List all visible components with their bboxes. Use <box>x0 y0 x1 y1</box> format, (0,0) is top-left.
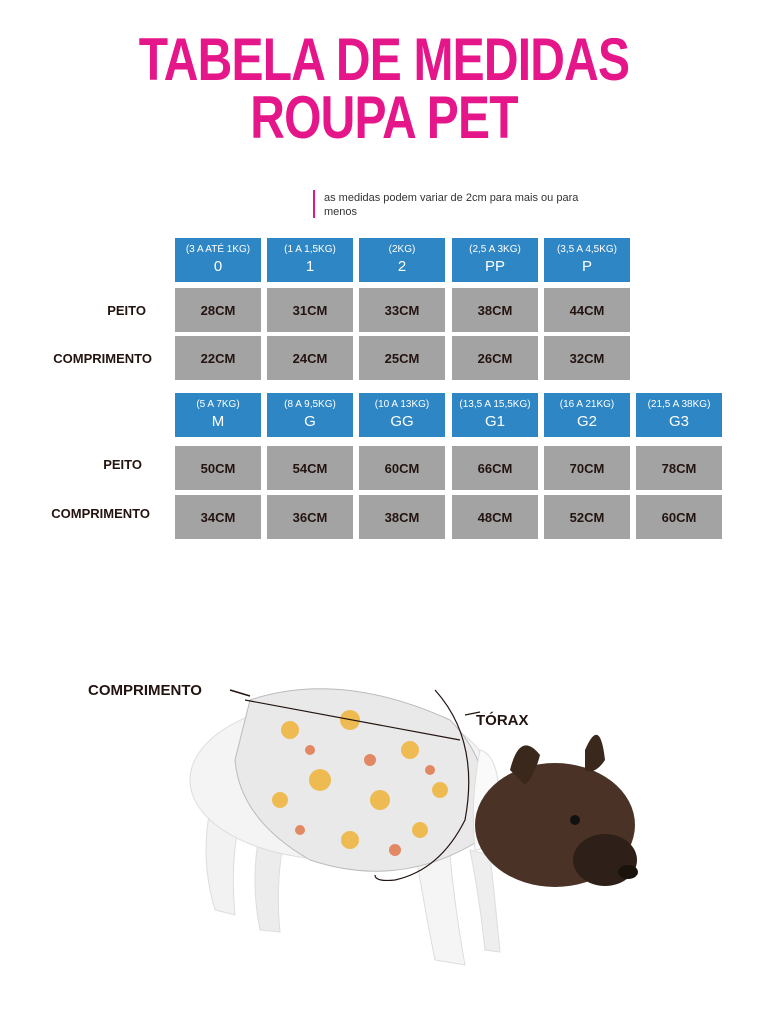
size-header <box>544 238 630 282</box>
peito-value: 54CM <box>267 446 353 490</box>
page-title-line1: TABELA DE MEDIDAS <box>138 26 630 93</box>
size-code: G3 <box>668 413 689 430</box>
page-title-line2: ROUPA PET <box>250 84 518 151</box>
size-weight: (16 A 21KG) <box>559 399 615 410</box>
size-weight: (5 A 7KG) <box>196 399 240 410</box>
size-header <box>359 393 445 437</box>
comprimento-value: 34CM <box>175 495 261 539</box>
size-weight: (2,5 A 3KG) <box>469 244 521 255</box>
size-weight: (3,5 A 4,5KG) <box>556 244 618 255</box>
comprimento-value: 52CM <box>544 495 630 539</box>
dog-illustration <box>180 660 640 990</box>
size-header <box>636 393 722 437</box>
comprimento-value: 25CM <box>359 336 445 380</box>
comprimento-value: 60CM <box>636 495 722 539</box>
peito-value: 70CM <box>544 446 630 490</box>
comprimento-value: 36CM <box>267 495 353 539</box>
size-weight: (10 A 13KG) <box>374 399 430 410</box>
size-header <box>452 238 538 282</box>
size-header <box>175 393 261 437</box>
size-header <box>544 393 630 437</box>
size-code: 1 <box>305 258 315 275</box>
size-header <box>267 393 353 437</box>
size-weight: (13,5 A 15,5KG) <box>459 399 531 410</box>
size-header <box>267 238 353 282</box>
size-code: PP <box>484 258 505 275</box>
size-code: G <box>304 413 316 430</box>
size-code: M <box>211 413 225 430</box>
peito-value: 38CM <box>452 288 538 332</box>
chest-label: TÓRAX <box>476 712 529 729</box>
size-header <box>359 238 445 282</box>
peito-value: 78CM <box>636 446 722 490</box>
measurement-note: as medidas podem variar de 2cm para mais ou para menos <box>324 192 579 218</box>
size-code: G1 <box>484 413 505 430</box>
comprimento-value: 48CM <box>452 495 538 539</box>
comprimento-value: 38CM <box>359 495 445 539</box>
comprimento-value: 22CM <box>175 336 261 380</box>
note-accent-bar <box>313 190 315 218</box>
size-weight: (8 A 9,5KG) <box>284 399 336 410</box>
peito-value: 44CM <box>544 288 630 332</box>
peito-value: 31CM <box>267 288 353 332</box>
size-weight: (21,5 A 38KG) <box>647 399 711 410</box>
peito-value: 60CM <box>359 446 445 490</box>
peito-value: 33CM <box>359 288 445 332</box>
row-label-comprimento: COMPRIMENTO <box>53 351 152 366</box>
size-code: 0 <box>213 258 223 275</box>
peito-value: 50CM <box>175 446 261 490</box>
comprimento-value: 26CM <box>452 336 538 380</box>
peito-value: 66CM <box>452 446 538 490</box>
length-label: COMPRIMENTO <box>88 682 202 699</box>
comprimento-value: 24CM <box>267 336 353 380</box>
row-label-peito: PEITO <box>107 303 146 318</box>
size-code: GG <box>390 413 414 430</box>
row-label-peito: PEITO <box>103 457 142 472</box>
size-weight: (2KG) <box>388 244 416 255</box>
size-weight: (3 A ATÉ 1KG) <box>185 244 251 255</box>
size-header <box>175 238 261 282</box>
size-code: P <box>581 258 592 275</box>
size-weight: (1 A 1,5KG) <box>284 244 336 255</box>
size-code: G2 <box>576 413 597 430</box>
size-code: 2 <box>397 258 407 275</box>
size-header <box>452 393 538 437</box>
row-label-comprimento: COMPRIMENTO <box>51 506 150 521</box>
comprimento-value: 32CM <box>544 336 630 380</box>
peito-value: 28CM <box>175 288 261 332</box>
